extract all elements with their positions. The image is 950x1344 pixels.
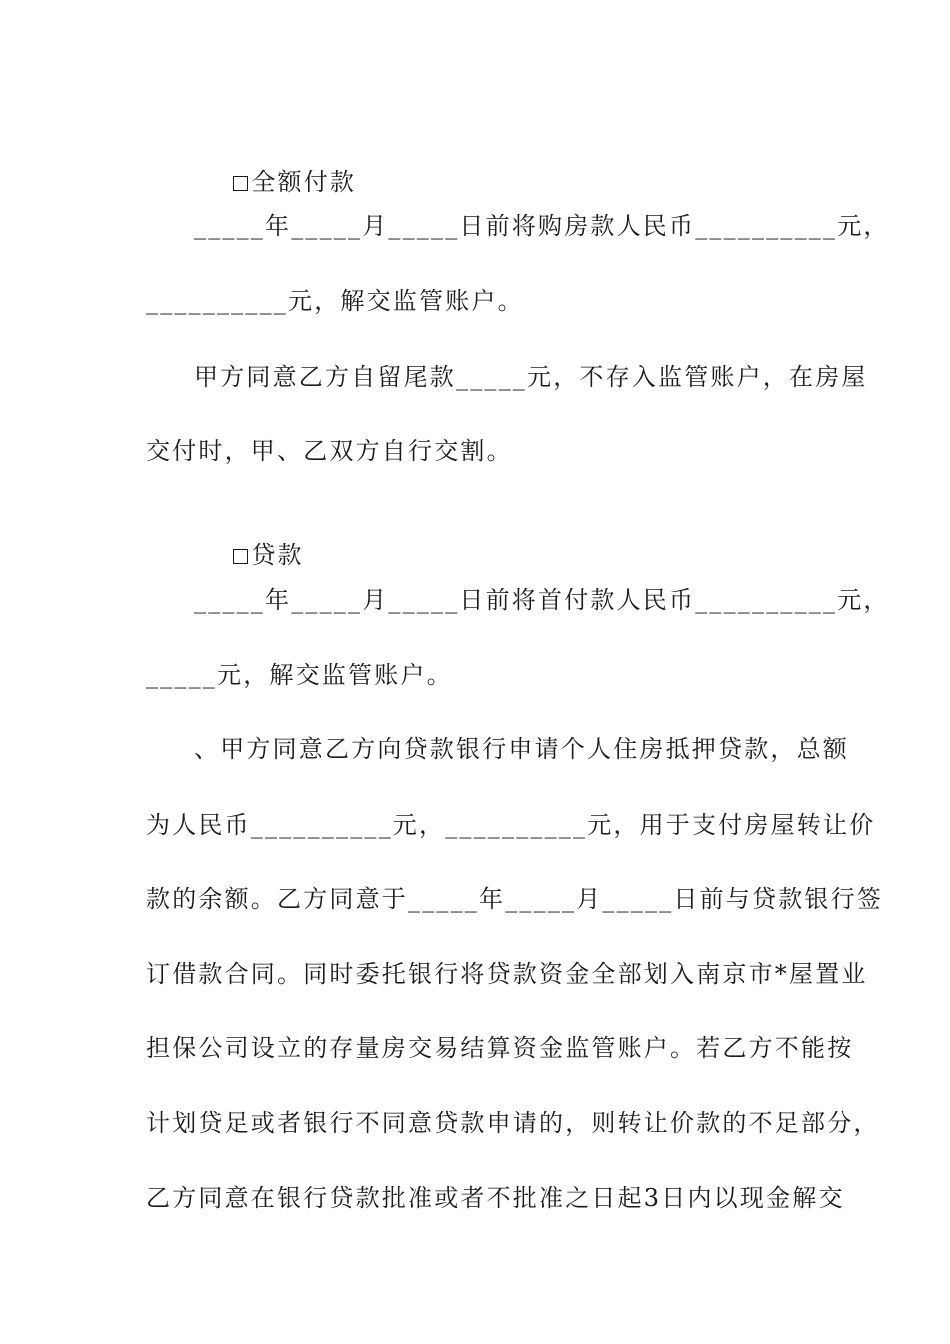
loan-label: 贷款 (251, 541, 304, 569)
fund-transfer-line: 订借款合同。同时委托银行将贷款资金全部划入南京市*屋置业 (146, 960, 868, 988)
escrow-account-line: 担保公司设立的存量房交易结算资金监管账户。若乙方不能按 (146, 1034, 854, 1062)
full-payment-label: 全额付款 (251, 168, 357, 196)
full-payment-option (194, 137, 357, 196)
retained-balance-line: 甲方同意乙方自留尾款_____元，不存入监管账户，在房屋 (194, 363, 868, 391)
mortgage-clause-line: 、甲方同意乙方向贷款银行申请个人住房抵押贷款，总额 (194, 735, 849, 763)
full-payment-date-line: _____年_____月_____日前将购房款人民币__________元， (194, 212, 890, 240)
loan-contract-date-line: 款的余额。乙方同意于_____年_____月_____日前与贷款银行签 (146, 885, 883, 913)
shortfall-clause-line: 计划贷足或者银行不同意贷款申请的，则转让价款的不足部分， (146, 1109, 880, 1137)
down-payment-deposit-line: _____元，解交监管账户。 (146, 661, 453, 689)
mortgage-amount-line: 为人民币__________元，__________元，用于支付房屋转让价 (146, 811, 876, 839)
cash-payment-line: 乙方同意在银行贷款批准或者不批准之日起3日内以现金解交 (146, 1184, 845, 1212)
down-payment-date-line: _____年_____月_____日前将首付款人民币__________元， (194, 586, 890, 614)
checkbox-icon[interactable] (233, 549, 248, 564)
loan-option (194, 510, 304, 569)
handover-line: 交付时，甲、乙双方自行交割。 (146, 437, 513, 465)
full-payment-deposit-line: __________元，解交监管账户。 (146, 287, 524, 315)
checkbox-icon[interactable] (233, 176, 248, 191)
